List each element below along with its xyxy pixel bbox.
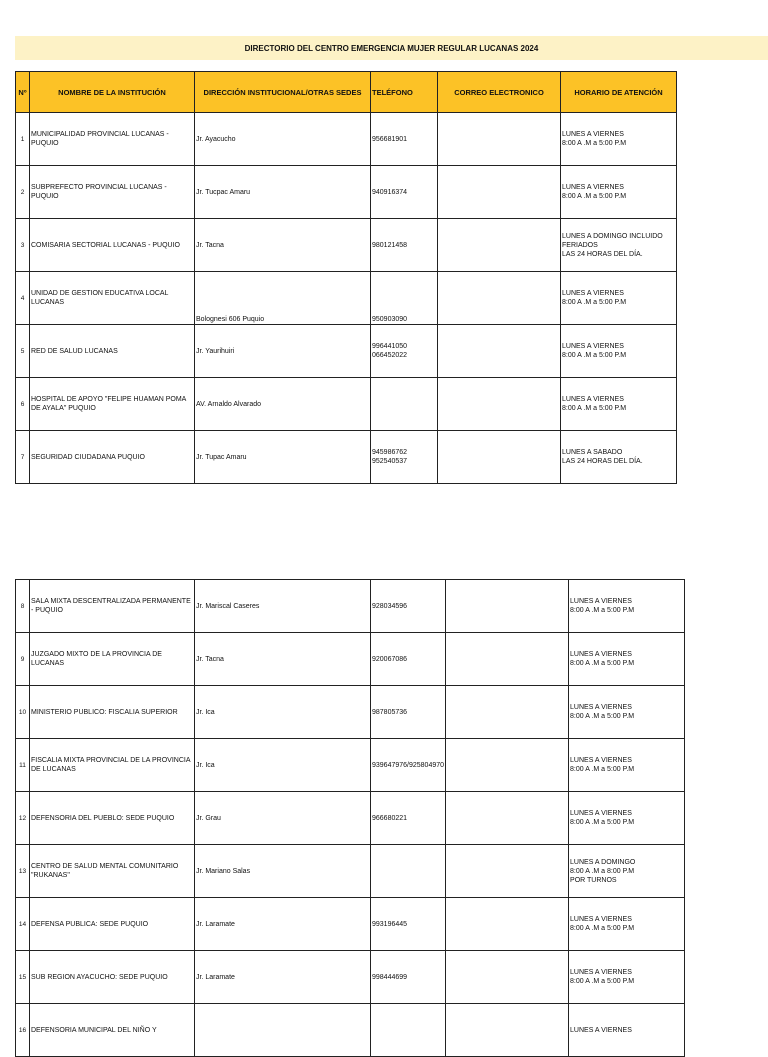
table-row: [16, 686, 685, 739]
institution-email: [438, 113, 561, 166]
institution-address: Jr. Tacna: [195, 219, 371, 272]
institution-phone: 998444699: [371, 951, 446, 1004]
institution-phone: 920067086: [371, 633, 446, 686]
table-row: [16, 219, 677, 272]
table-row: [16, 739, 685, 792]
institution-email: [446, 845, 569, 898]
institution-address: Jr. Yaurihuiri: [195, 325, 371, 378]
institution-hours: LUNES A DOMINGO 8:00 A .M a 8:00 P.M POR TURNOS: [569, 845, 685, 898]
table-row: [16, 431, 677, 484]
institution-name: RED DE SALUD LUCANAS: [30, 325, 195, 378]
institution-hours: LUNES A VIERNES 8:00 A .M a 5:00 P.M: [569, 739, 685, 792]
institution-email: [438, 378, 561, 431]
institution-hours: LUNES A VIERNES: [569, 1004, 685, 1057]
institution-phone: 966680221: [371, 792, 446, 845]
institution-name: MINISTERIO PUBLICO: FISCALIA SUPERIOR: [30, 686, 195, 739]
row-number: 6: [16, 378, 30, 431]
institution-name: SUB REGION AYACUCHO: SEDE PUQUIO: [30, 951, 195, 1004]
institution-phone: 980121458: [371, 219, 438, 272]
row-number: 14: [16, 898, 30, 951]
institution-hours: LUNES A VIERNES 8:00 A .M a 5:00 P.M: [569, 633, 685, 686]
institution-address: Jr. Mariano Salas: [195, 845, 371, 898]
directory-title: DIRECTORIO DEL CENTRO EMERGENCIA MUJER REGULAR LUCANAS 2024: [15, 36, 768, 60]
institution-phone: 996441050 066452022: [371, 325, 438, 378]
institution-email: [438, 219, 561, 272]
institution-phone: 956681901: [371, 113, 438, 166]
row-number: 10: [16, 686, 30, 739]
institution-email: [438, 272, 561, 325]
row-number: 1: [16, 113, 30, 166]
institution-hours: LUNES A VIERNES 8:00 A .M a 5:00 P.M: [569, 686, 685, 739]
row-number: 3: [16, 219, 30, 272]
row-number: 4: [16, 272, 30, 325]
row-number: 16: [16, 1004, 30, 1057]
institution-name: FISCALIA MIXTA PROVINCIAL DE LA PROVINCIA DE LUCANAS: [30, 739, 195, 792]
institution-address: Jr. Laramate: [195, 951, 371, 1004]
table-row: [16, 272, 677, 325]
institution-hours: LUNES A VIERNES 8:00 A .M a 5:00 P.M: [569, 898, 685, 951]
institution-hours: LUNES A DOMINGO INCLUIDO FERIADOS LAS 24 HORAS DEL DÍA.: [561, 219, 677, 272]
institution-phone: [371, 378, 438, 431]
institution-name: SEGURIDAD CIUDADANA PUQUIO: [30, 431, 195, 484]
institution-hours: LUNES A VIERNES 8:00 A .M a 5:00 P.M: [561, 272, 677, 325]
institution-phone: 940916374: [371, 166, 438, 219]
header-address: DIRECCIÓN INSTITUCIONAL/OTRAS SEDES: [195, 72, 371, 113]
institution-hours: LUNES A VIERNES 8:00 A .M a 5:00 P.M: [569, 580, 685, 633]
institution-hours: LUNES A VIERNES 8:00 A .M a 5:00 P.M: [569, 951, 685, 1004]
institution-name: MUNICIPALIDAD PROVINCIAL LUCANAS - PUQUIO: [30, 113, 195, 166]
table-row: [16, 898, 685, 951]
header-hours: HORARIO DE ATENCIÓN: [561, 72, 677, 113]
institution-address: Jr. Ica: [195, 739, 371, 792]
institution-email: [446, 951, 569, 1004]
institution-address: Jr. Tucpac Amaru: [195, 166, 371, 219]
table-row: [16, 113, 677, 166]
institution-address: Jr. Ica: [195, 686, 371, 739]
row-number: 12: [16, 792, 30, 845]
table-row: [16, 633, 685, 686]
institution-phone: 939647976/925804970: [371, 739, 446, 792]
table-row: [16, 951, 685, 1004]
institution-address: Bolognesi 606 Puquio: [195, 272, 371, 325]
institution-email: [446, 792, 569, 845]
header-email: CORREO ELECTRONICO: [438, 72, 561, 113]
institution-name: UNIDAD DE GESTION EDUCATIVA LOCAL LUCANAS: [30, 272, 195, 325]
directory-table-2: [15, 579, 685, 1057]
header-row: [16, 72, 677, 113]
row-number: 13: [16, 845, 30, 898]
institution-email: [446, 633, 569, 686]
institution-name: JUZGADO MIXTO DE LA PROVINCIA DE LUCANAS: [30, 633, 195, 686]
row-number: 8: [16, 580, 30, 633]
institution-name: SALA MIXTA DESCENTRALIZADA PERMANENTE - PUQUIO: [30, 580, 195, 633]
institution-name: DEFENSORIA MUNICIPAL DEL NIÑO Y: [30, 1004, 195, 1057]
table-row: [16, 166, 677, 219]
institution-phone: [371, 1004, 446, 1057]
institution-email: [438, 325, 561, 378]
institution-address: AV. Arnaldo Alvarado: [195, 378, 371, 431]
institution-hours: LUNES A VIERNES 8:00 A .M a 5:00 P.M: [561, 166, 677, 219]
table-row: [16, 325, 677, 378]
table-row: [16, 580, 685, 633]
row-number: 2: [16, 166, 30, 219]
header-name: NOMBRE DE LA INSTITUCIÓN: [30, 72, 195, 113]
institution-address: Jr. Ayacucho: [195, 113, 371, 166]
institution-phone: 993196445: [371, 898, 446, 951]
institution-email: [446, 580, 569, 633]
institution-email: [446, 739, 569, 792]
institution-phone: 928034596: [371, 580, 446, 633]
institution-address: Jr. Mariscal Caseres: [195, 580, 371, 633]
table-row: [16, 1004, 685, 1057]
institution-phone: 950903090: [371, 272, 438, 325]
institution-phone: 987805736: [371, 686, 446, 739]
institution-address: Jr. Tacna: [195, 633, 371, 686]
row-number: 11: [16, 739, 30, 792]
institution-hours: LUNES A VIERNES 8:00 A .M a 5:00 P.M: [561, 113, 677, 166]
institution-name: CENTRO DE SALUD MENTAL COMUNITARIO "RUKANAS": [30, 845, 195, 898]
institution-address: Jr. Tupac Amaru: [195, 431, 371, 484]
institution-address: Jr. Laramate: [195, 898, 371, 951]
institution-email: [446, 898, 569, 951]
table-row: [16, 378, 677, 431]
institution-hours: LUNES A SABADO LAS 24 HORAS DEL DÍA.: [561, 431, 677, 484]
institution-address: [195, 1004, 371, 1057]
institution-email: [438, 166, 561, 219]
header-num: Nº: [16, 72, 30, 113]
institution-hours: LUNES A VIERNES 8:00 A .M a 5:00 P.M: [561, 378, 677, 431]
table-row: [16, 845, 685, 898]
institution-hours: LUNES A VIERNES 8:00 A .M a 5:00 P.M: [569, 792, 685, 845]
row-number: 7: [16, 431, 30, 484]
institution-hours: LUNES A VIERNES 8:00 A .M a 5:00 P.M: [561, 325, 677, 378]
institution-address: Jr. Grau: [195, 792, 371, 845]
institution-name: SUBPREFECTO PROVINCIAL LUCANAS - PUQUIO: [30, 166, 195, 219]
table-row: [16, 792, 685, 845]
header-phone: TELÉFONO: [371, 72, 438, 113]
row-number: 15: [16, 951, 30, 1004]
row-number: 9: [16, 633, 30, 686]
row-number: 5: [16, 325, 30, 378]
institution-name: DEFENSA PUBLICA: SEDE PUQUIO: [30, 898, 195, 951]
institution-name: COMISARIA SECTORIAL LUCANAS - PUQUIO: [30, 219, 195, 272]
institution-name: HOSPITAL DE APOYO "FELIPE HUAMAN POMA DE AYALA" PUQUIO: [30, 378, 195, 431]
directory-table-1: [15, 71, 677, 484]
institution-name: DEFENSORIA DEL PUEBLO: SEDE PUQUIO: [30, 792, 195, 845]
institution-email: [446, 686, 569, 739]
institution-email: [446, 1004, 569, 1057]
institution-phone: [371, 845, 446, 898]
institution-email: [438, 431, 561, 484]
institution-phone: 945986762 952540537: [371, 431, 438, 484]
